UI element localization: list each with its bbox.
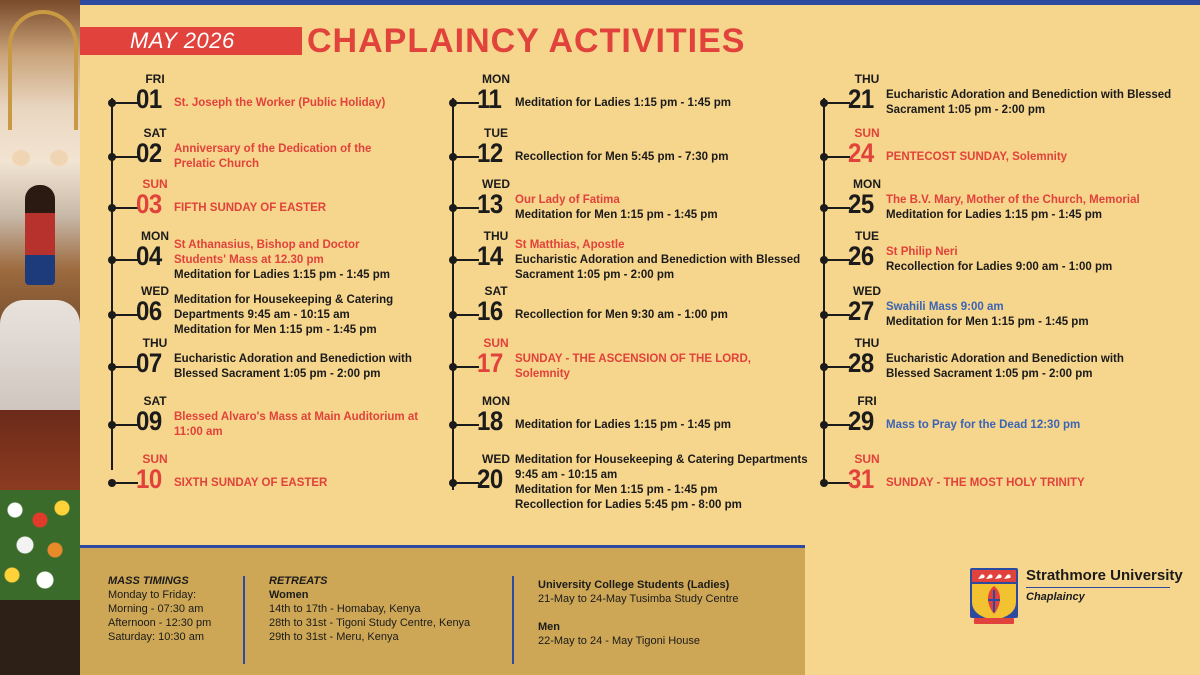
timeline-connector (114, 259, 138, 261)
day-of-week: TUE (484, 126, 508, 140)
retreat-line: 14th to 17th - Homabay, Kenya (269, 603, 421, 615)
event-line: SIXTH SUNDAY OF EASTER (174, 476, 328, 489)
event-line: Anniversary of the Dedication of the (174, 143, 372, 155)
event-line: Departments 9:45 am - 10:15 am (174, 308, 350, 321)
event-line: St Matthias, Apostle (515, 238, 625, 251)
timeline-connector (455, 482, 479, 484)
title-divider (298, 27, 302, 55)
day-of-week: THU (483, 229, 509, 243)
day-number: 17 (477, 349, 503, 379)
day-of-week: WED (853, 284, 881, 298)
event-line: St Athanasius, Bishop and Doctor (174, 238, 360, 251)
timeline-connector (826, 207, 850, 209)
event-description (886, 193, 1140, 223)
madonna-statue (25, 185, 55, 285)
spacer (538, 606, 739, 620)
day-number: 16 (477, 297, 503, 327)
event-description (174, 410, 418, 440)
cherub-figure (50, 150, 68, 166)
page-title: CHAPLAINCY ACTIVITIES (307, 22, 746, 60)
timeline-connector (826, 314, 850, 316)
timeline-connector (114, 424, 138, 426)
event-description (886, 418, 1080, 433)
day-of-week: SUN (854, 452, 880, 466)
cherub-figure (12, 150, 30, 166)
month-label: MAY 2026 (130, 28, 235, 53)
mass-timings-line: Afternoon - 12:30 pm (108, 617, 212, 629)
event-description (174, 476, 327, 491)
event-line: Recollection for Men 9:30 am - 1:00 pm (515, 308, 728, 321)
timeline-connector (455, 366, 479, 368)
day-of-week: SUN (854, 126, 880, 140)
event-description (515, 193, 718, 223)
day-number: 28 (848, 349, 874, 379)
day-number: 27 (848, 297, 874, 327)
event-line: Meditation for Men 1:15 pm - 1:45 pm (886, 316, 1089, 328)
student-retreats (538, 578, 739, 648)
day-number: 31 (848, 465, 874, 495)
event-line: St Philip Neri (886, 246, 958, 258)
event-line: Meditation for Housekeeping & Catering (174, 293, 394, 306)
day-of-week: THU (142, 336, 168, 350)
brand-rule (1026, 587, 1170, 588)
event-line: Blessed Sacrament 1:05 pm - 2:00 pm (174, 368, 381, 380)
event-line: Swahili Mass 9:00 am (886, 301, 1004, 313)
day-number: 09 (136, 407, 162, 437)
mass-timings-line: Saturday: 10:30 am (108, 631, 205, 643)
day-number: 11 (477, 85, 502, 115)
brand-name: Strathmore University (1026, 567, 1183, 584)
day-number: 06 (136, 297, 162, 327)
day-number: 13 (477, 190, 503, 220)
chapel-arch (8, 10, 78, 130)
timeline-connector (826, 259, 850, 261)
timeline-connector (114, 482, 138, 484)
timeline-connector (455, 156, 479, 158)
event-line: Sacrament 1:05 pm - 2:00 pm (886, 104, 1046, 116)
day-of-week: WED (482, 452, 510, 466)
event-line: Meditation for Ladies 1:15 pm - 1:45 pm (515, 418, 731, 431)
event-line: PENTECOST SUNDAY, Solemnity (886, 150, 1068, 163)
timeline-connector (114, 314, 138, 316)
event-line: Meditation for Men 1:15 pm - 1:45 pm (515, 209, 718, 221)
event-description (174, 96, 385, 111)
day-of-week: SAT (484, 284, 508, 298)
day-number: 26 (848, 242, 874, 272)
event-description (515, 352, 751, 382)
event-line: Meditation for Ladies 1:15 pm - 1:45 pm (886, 209, 1102, 221)
men-line: 22-May to 24 - May Tigoni House (538, 635, 701, 647)
altar (0, 410, 80, 490)
event-description (886, 150, 1067, 165)
event-description (174, 293, 393, 338)
event-line: Recollection for Ladies 9:00 am - 1:00 pm (886, 261, 1113, 273)
event-line: SUNDAY - THE ASCENSION OF THE LORD, (515, 353, 751, 365)
day-number: 21 (848, 85, 874, 115)
day-of-week: SAT (143, 126, 167, 140)
timeline-connector (826, 156, 850, 158)
timeline-connector (826, 366, 850, 368)
event-line: Eucharistic Adoration and Benediction with (174, 353, 412, 365)
day-number: 01 (136, 85, 162, 115)
day-number: 03 (136, 190, 162, 220)
flower-arrangement (0, 490, 80, 600)
day-of-week: SUN (142, 452, 168, 466)
event-line: St. Joseph the Worker (Public Holiday) (174, 96, 386, 109)
day-number: 18 (477, 407, 503, 437)
day-number: 14 (477, 242, 503, 272)
day-of-week: SUN (483, 336, 509, 350)
event-line: Eucharistic Adoration and Benediction with Blessed (886, 89, 1172, 101)
event-description (174, 238, 390, 283)
students-title: University College Students (Ladies) (538, 579, 730, 591)
event-line: Our Lady of Fatima (515, 194, 620, 206)
retreat-line: 28th to 31st - Tigoni Study Centre, Kenya (269, 617, 471, 629)
event-description (886, 352, 1124, 382)
mass-timings-line: Monday to Friday: (108, 589, 197, 601)
event-line: Prelatic Church (174, 158, 259, 170)
event-line: Recollection for Ladies 5:45 pm - 8:00 pm (515, 499, 742, 511)
day-of-week: SAT (143, 394, 167, 408)
day-of-week: MON (853, 177, 881, 191)
university-crest-icon (968, 566, 1020, 626)
event-description (515, 238, 800, 283)
event-line: FIFTH SUNDAY OF EASTER (174, 201, 327, 214)
retreat-line: 29th to 31st - Meru, Kenya (269, 631, 399, 643)
timeline-connector (455, 207, 479, 209)
timeline-connector (455, 314, 479, 316)
timeline-connector (455, 102, 479, 104)
event-line: Blessed Sacrament 1:05 pm - 2:00 pm (886, 368, 1093, 380)
timeline-connector (455, 259, 479, 261)
event-description (515, 308, 728, 323)
event-line: Meditation for Ladies 1:15 pm - 1:45 pm (174, 268, 390, 281)
timeline-connector (114, 156, 138, 158)
timeline-connector (826, 102, 850, 104)
event-description (515, 150, 728, 165)
event-line: Meditation for Men 1:15 pm - 1:45 pm (174, 323, 377, 336)
event-line: Sacrament 1:05 pm - 2:00 pm (515, 268, 675, 281)
event-line: Meditation for Housekeeping & Catering Departments (515, 454, 808, 466)
event-description (886, 245, 1112, 275)
event-description (886, 88, 1171, 118)
day-number: 02 (136, 139, 162, 169)
event-line: Blessed Alvaro's Mass at Main Auditorium at (174, 411, 419, 423)
day-number: 12 (477, 139, 503, 169)
retreats-subtitle: Women (269, 589, 309, 601)
event-line: Recollection for Men 5:45 pm - 7:30 pm (515, 150, 729, 163)
event-line: Mass to Pray for the Dead 12:30 pm (886, 418, 1081, 431)
event-description (515, 96, 731, 111)
day-of-week: SUN (142, 177, 168, 191)
day-of-week: FRI (145, 72, 165, 86)
chapel-photo (0, 0, 80, 675)
timeline-connector (114, 207, 138, 209)
mass-timings-title: MASS TIMINGS (108, 575, 189, 587)
day-of-week: MON (482, 394, 510, 408)
event-line: 11:00 am (174, 426, 223, 438)
event-line: The B.V. Mary, Mother of the Church, Memorial (886, 194, 1140, 206)
event-line: SUNDAY - THE MOST HOLY TRINITY (886, 476, 1085, 489)
timeline-connector (826, 424, 850, 426)
day-of-week: THU (854, 72, 880, 86)
event-line: 9:45 am - 10:15 am (515, 469, 618, 481)
event-line: Solemnity (515, 368, 570, 380)
event-description (886, 476, 1085, 491)
day-number: 25 (848, 190, 874, 220)
event-description (174, 142, 371, 172)
event-description (174, 201, 326, 216)
retreats (269, 574, 470, 644)
event-description (515, 453, 808, 513)
day-of-week: MON (141, 229, 169, 243)
event-line: Eucharistic Adoration and Benediction with Blessed (515, 253, 801, 266)
event-line: Meditation for Ladies 1:15 pm - 1:45 pm (515, 96, 731, 109)
event-description (515, 418, 731, 433)
chapel-floor (0, 600, 80, 675)
event-line: Meditation for Men 1:15 pm - 1:45 pm (515, 484, 718, 496)
event-description (886, 300, 1089, 330)
priest-figure (0, 300, 80, 410)
timeline-connector (826, 482, 850, 484)
day-number: 20 (477, 465, 503, 495)
day-of-week: MON (482, 72, 510, 86)
men-title: Men (538, 621, 560, 633)
event-line: Students' Mass at 12.30 pm (174, 253, 324, 266)
day-number: 29 (848, 407, 874, 437)
event-line: Eucharistic Adoration and Benediction with (886, 353, 1124, 365)
day-of-week: FRI (857, 394, 877, 408)
day-number: 07 (136, 349, 162, 379)
day-number: 04 (136, 242, 162, 272)
timeline-connector (114, 366, 138, 368)
footer-separator (243, 576, 245, 664)
mass-timings-line: Morning - 07:30 am (108, 603, 204, 615)
retreats-title: RETREATS (269, 575, 328, 587)
mass-timings (108, 574, 211, 644)
top-accent-rule (80, 0, 1200, 5)
footer-separator (512, 576, 514, 664)
day-of-week: THU (854, 336, 880, 350)
day-of-week: TUE (855, 229, 879, 243)
students-line: 21-May to 24-May Tusimba Study Centre (538, 593, 739, 605)
day-number: 24 (848, 139, 874, 169)
day-number: 10 (136, 465, 162, 495)
brand-subtitle: Chaplaincy (1026, 591, 1085, 603)
day-of-week: WED (141, 284, 169, 298)
timeline-connector (455, 424, 479, 426)
timeline-connector (114, 102, 138, 104)
event-description (174, 352, 412, 382)
day-of-week: WED (482, 177, 510, 191)
